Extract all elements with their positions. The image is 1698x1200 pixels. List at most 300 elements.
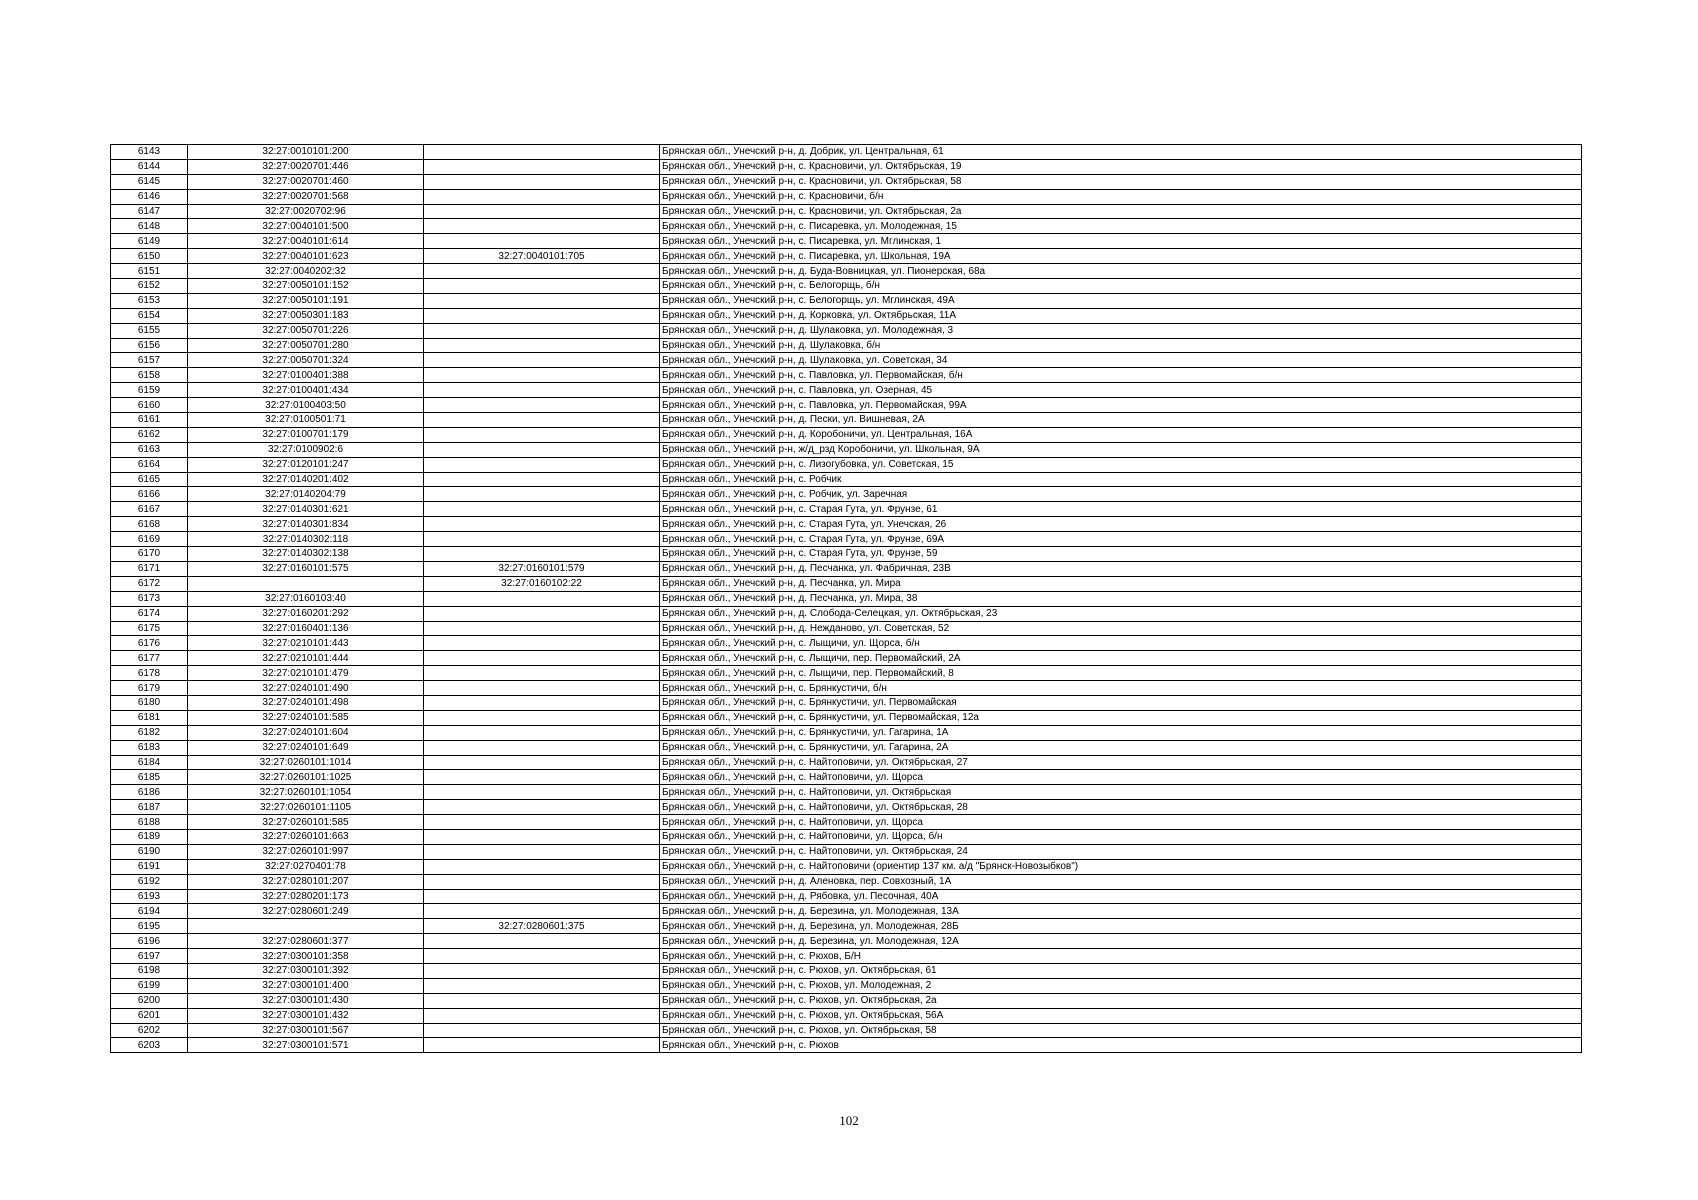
address-cell: Брянская обл., Унечский р-н, с. Павловка, ул. Озерная, 45 — [660, 383, 1582, 398]
address-cell: Брянская обл., Унечский р-н, ж/д_рзд Коробоничи, ул. Школьная, 9А — [660, 442, 1582, 457]
secondary-cadastral-number-cell — [424, 829, 660, 844]
row-number-cell: 6144 — [111, 159, 188, 174]
row-number-cell: 6154 — [111, 308, 188, 323]
secondary-cadastral-number-cell — [424, 308, 660, 323]
cadastral-number-cell — [188, 576, 424, 591]
cadastral-number-cell: 32:27:0120101:247 — [188, 457, 424, 472]
table-row — [111, 145, 1582, 160]
row-number-cell: 6178 — [111, 666, 188, 681]
table-row — [111, 934, 1582, 949]
secondary-cadastral-number-cell — [424, 740, 660, 755]
table-row — [111, 621, 1582, 636]
cadastral-number-cell: 32:27:0280601:377 — [188, 934, 424, 949]
row-number-cell: 6177 — [111, 651, 188, 666]
secondary-cadastral-number-cell: 32:27:0160101:579 — [424, 561, 660, 576]
secondary-cadastral-number-cell — [424, 442, 660, 457]
table-row — [111, 785, 1582, 800]
address-cell: Брянская обл., Унечский р-н, с. Брянкустичи, ул. Первомайская, 12а — [660, 710, 1582, 725]
table-row — [111, 472, 1582, 487]
row-number-cell: 6191 — [111, 859, 188, 874]
cadastral-number-cell: 32:27:0050101:191 — [188, 293, 424, 308]
row-number-cell: 6162 — [111, 427, 188, 442]
row-number-cell: 6181 — [111, 710, 188, 725]
table-row — [111, 502, 1582, 517]
row-number-cell: 6167 — [111, 502, 188, 517]
address-cell: Брянская обл., Унечский р-н, с. Лизогубовка, ул. Советская, 15 — [660, 457, 1582, 472]
secondary-cadastral-number-cell — [424, 725, 660, 740]
row-number-cell: 6171 — [111, 561, 188, 576]
row-number-cell: 6153 — [111, 293, 188, 308]
row-number-cell: 6186 — [111, 785, 188, 800]
cadastral-number-cell: 32:27:0140201:402 — [188, 472, 424, 487]
cadastral-number-cell: 32:27:0210101:444 — [188, 651, 424, 666]
address-cell: Брянская обл., Унечский р-н, с. Павловка, ул. Первомайская, 99А — [660, 398, 1582, 413]
secondary-cadastral-number-cell — [424, 323, 660, 338]
address-cell: Брянская обл., Унечский р-н, с. Рюхов, ул. Октябрьская, 56А — [660, 1008, 1582, 1023]
table-row — [111, 189, 1582, 204]
row-number-cell: 6180 — [111, 695, 188, 710]
cadastral-number-cell: 32:27:0270401:78 — [188, 859, 424, 874]
cadastral-number-cell: 32:27:0020701:460 — [188, 174, 424, 189]
cadastral-number-cell: 32:27:0100701:179 — [188, 427, 424, 442]
secondary-cadastral-number-cell — [424, 219, 660, 234]
secondary-cadastral-number-cell — [424, 904, 660, 919]
cadastral-number-cell: 32:27:0100501:71 — [188, 413, 424, 428]
cadastral-number-cell: 32:27:0020702:96 — [188, 204, 424, 219]
cadastral-number-cell: 32:27:0300101:358 — [188, 949, 424, 964]
table-row — [111, 323, 1582, 338]
table-row — [111, 204, 1582, 219]
secondary-cadastral-number-cell — [424, 293, 660, 308]
cadastral-number-cell — [188, 919, 424, 934]
table-row — [111, 308, 1582, 323]
address-cell: Брянская обл., Унечский р-н, с. Старая Гута, ул. Унечская, 26 — [660, 517, 1582, 532]
row-number-cell: 6182 — [111, 725, 188, 740]
row-number-cell: 6150 — [111, 249, 188, 264]
table-row — [111, 770, 1582, 785]
address-cell: Брянская обл., Унечский р-н, д. Березина, ул. Молодежная, 28Б — [660, 919, 1582, 934]
row-number-cell: 6166 — [111, 487, 188, 502]
secondary-cadastral-number-cell — [424, 1008, 660, 1023]
table-row — [111, 398, 1582, 413]
address-cell: Брянская обл., Унечский р-н, с. Найтоповичи, ул. Октябрьская, 28 — [660, 800, 1582, 815]
address-cell: Брянская обл., Унечский р-н, с. Брянкустичи, ул. Первомайская — [660, 695, 1582, 710]
row-number-cell: 6170 — [111, 547, 188, 562]
secondary-cadastral-number-cell — [424, 264, 660, 279]
secondary-cadastral-number-cell — [424, 174, 660, 189]
cadastral-number-cell: 32:27:0050701:324 — [188, 353, 424, 368]
table-row — [111, 219, 1582, 234]
address-cell: Брянская обл., Унечский р-н, с. Робчик — [660, 472, 1582, 487]
address-cell: Брянская обл., Унечский р-н, с. Лыщичи, пер. Первомайский, 8 — [660, 666, 1582, 681]
cadastral-number-cell: 32:27:0280601:249 — [188, 904, 424, 919]
table-row — [111, 889, 1582, 904]
secondary-cadastral-number-cell — [424, 383, 660, 398]
row-number-cell: 6155 — [111, 323, 188, 338]
address-cell: Брянская обл., Унечский р-н, с. Рюхов — [660, 1038, 1582, 1053]
table-row — [111, 561, 1582, 576]
address-cell: Брянская обл., Унечский р-н, с. Рюхов, Б/Н — [660, 949, 1582, 964]
secondary-cadastral-number-cell — [424, 695, 660, 710]
row-number-cell: 6161 — [111, 413, 188, 428]
table-row — [111, 904, 1582, 919]
table-row — [111, 815, 1582, 830]
secondary-cadastral-number-cell — [424, 189, 660, 204]
row-number-cell: 6158 — [111, 368, 188, 383]
secondary-cadastral-number-cell — [424, 874, 660, 889]
table-row — [111, 681, 1582, 696]
address-cell: Брянская обл., Унечский р-н, с. Робчик, ул. Заречная — [660, 487, 1582, 502]
address-cell: Брянская обл., Унечский р-н, д. Пески, ул. Вишневая, 2А — [660, 413, 1582, 428]
address-cell: Брянская обл., Унечский р-н, д. Шулаковка, б/н — [660, 338, 1582, 353]
row-number-cell: 6168 — [111, 517, 188, 532]
table-row — [111, 666, 1582, 681]
table-row — [111, 279, 1582, 294]
table-row — [111, 859, 1582, 874]
cadastral-number-cell: 32:27:0050701:280 — [188, 338, 424, 353]
address-cell: Брянская обл., Унечский р-н, д. Березина, ул. Молодежная, 12А — [660, 934, 1582, 949]
address-cell: Брянская обл., Унечский р-н, с. Белогорщь, ул. Мглинская, 49А — [660, 293, 1582, 308]
row-number-cell: 6143 — [111, 145, 188, 160]
row-number-cell: 6202 — [111, 1023, 188, 1038]
row-number-cell: 6183 — [111, 740, 188, 755]
address-cell: Брянская обл., Унечский р-н, д. Буда-Вовницкая, ул. Пионерская, 68а — [660, 264, 1582, 279]
secondary-cadastral-number-cell — [424, 785, 660, 800]
cadastral-number-cell: 32:27:0050301:183 — [188, 308, 424, 323]
row-number-cell: 6203 — [111, 1038, 188, 1053]
secondary-cadastral-number-cell — [424, 145, 660, 160]
secondary-cadastral-number-cell — [424, 204, 660, 219]
row-number-cell: 6198 — [111, 963, 188, 978]
row-number-cell: 6151 — [111, 264, 188, 279]
row-number-cell: 6146 — [111, 189, 188, 204]
address-cell: Брянская обл., Унечский р-н, с. Лыщичи, пер. Первомайский, 2А — [660, 651, 1582, 666]
cadastral-number-cell: 32:27:0210101:479 — [188, 666, 424, 681]
address-cell: Брянская обл., Унечский р-н, д. Слобода-Селецкая, ул. Октябрьская, 23 — [660, 606, 1582, 621]
table-row — [111, 576, 1582, 591]
row-number-cell: 6176 — [111, 636, 188, 651]
table-row — [111, 844, 1582, 859]
row-number-cell: 6165 — [111, 472, 188, 487]
address-cell: Брянская обл., Унечский р-н, д. Березина, ул. Молодежная, 13А — [660, 904, 1582, 919]
table-row — [111, 293, 1582, 308]
table-row — [111, 338, 1582, 353]
secondary-cadastral-number-cell — [424, 710, 660, 725]
cadastral-number-cell: 32:27:0140302:118 — [188, 532, 424, 547]
row-number-cell: 6199 — [111, 978, 188, 993]
cadastral-number-cell: 32:27:0050701:226 — [188, 323, 424, 338]
table-row — [111, 636, 1582, 651]
cadastral-number-cell: 32:27:0260101:1014 — [188, 755, 424, 770]
cadastral-number-cell: 32:27:0210101:443 — [188, 636, 424, 651]
row-number-cell: 6185 — [111, 770, 188, 785]
cadastral-number-cell: 32:27:0160201:292 — [188, 606, 424, 621]
address-cell: Брянская обл., Унечский р-н, с. Найтоповичи, ул. Щорса, б/н — [660, 829, 1582, 844]
cadastral-number-cell: 32:27:0260101:997 — [188, 844, 424, 859]
row-number-cell: 6152 — [111, 279, 188, 294]
secondary-cadastral-number-cell: 32:27:0040101:705 — [424, 249, 660, 264]
table-row — [111, 547, 1582, 562]
secondary-cadastral-number-cell — [424, 368, 660, 383]
secondary-cadastral-number-cell — [424, 427, 660, 442]
table-row — [111, 874, 1582, 889]
address-cell: Брянская обл., Унечский р-н, с. Павловка, ул. Первомайская, б/н — [660, 368, 1582, 383]
row-number-cell: 6174 — [111, 606, 188, 621]
table-row — [111, 234, 1582, 249]
table-row — [111, 740, 1582, 755]
secondary-cadastral-number-cell — [424, 651, 660, 666]
secondary-cadastral-number-cell — [424, 398, 660, 413]
cadastral-number-cell: 32:27:0300101:392 — [188, 963, 424, 978]
cadastral-number-cell: 32:27:0280201:173 — [188, 889, 424, 904]
row-number-cell: 6160 — [111, 398, 188, 413]
cadastral-number-cell: 32:27:0040101:500 — [188, 219, 424, 234]
address-cell: Брянская обл., Унечский р-н, д. Коробоничи, ул. Центральная, 16А — [660, 427, 1582, 442]
cadastral-number-cell: 32:27:0240101:490 — [188, 681, 424, 696]
cadastral-number-cell: 32:27:0300101:567 — [188, 1023, 424, 1038]
secondary-cadastral-number-cell — [424, 621, 660, 636]
row-number-cell: 6145 — [111, 174, 188, 189]
cadastral-number-cell: 32:27:0300101:430 — [188, 993, 424, 1008]
table-row — [111, 353, 1582, 368]
secondary-cadastral-number-cell — [424, 547, 660, 562]
address-cell: Брянская обл., Унечский р-н, с. Найтоповичи, ул. Октябрьская — [660, 785, 1582, 800]
row-number-cell: 6164 — [111, 457, 188, 472]
row-number-cell: 6184 — [111, 755, 188, 770]
row-number-cell: 6156 — [111, 338, 188, 353]
secondary-cadastral-number-cell — [424, 159, 660, 174]
address-cell: Брянская обл., Унечский р-н, д. Аленовка, пер. Совхозный, 1А — [660, 874, 1582, 889]
cadastral-number-cell: 32:27:0020701:446 — [188, 159, 424, 174]
address-cell: Брянская обл., Унечский р-н, д. Нежданово, ул. Советская, 52 — [660, 621, 1582, 636]
table-row — [111, 651, 1582, 666]
cadastral-number-cell: 32:27:0100401:388 — [188, 368, 424, 383]
address-cell: Брянская обл., Унечский р-н, с. Красновичи, ул. Октябрьская, 58 — [660, 174, 1582, 189]
address-cell: Брянская обл., Унечский р-н, с. Рюхов, ул. Октябрьская, 58 — [660, 1023, 1582, 1038]
address-cell: Брянская обл., Унечский р-н, с. Красновичи, ул. Октябрьская, 2а — [660, 204, 1582, 219]
address-cell: Брянская обл., Унечский р-н, с. Лыщичи, ул. Щорса, б/н — [660, 636, 1582, 651]
address-cell: Брянская обл., Унечский р-н, с. Найтоповичи, ул. Октябрьская, 24 — [660, 844, 1582, 859]
address-cell: Брянская обл., Унечский р-н, с. Брянкустичи, б/н — [660, 681, 1582, 696]
secondary-cadastral-number-cell — [424, 978, 660, 993]
table-row — [111, 1038, 1582, 1053]
address-cell: Брянская обл., Унечский р-н, д. Песчанка, ул. Мира — [660, 576, 1582, 591]
address-cell: Брянская обл., Унечский р-н, с. Рюхов, ул. Молодежная, 2 — [660, 978, 1582, 993]
secondary-cadastral-number-cell — [424, 755, 660, 770]
table-row — [111, 174, 1582, 189]
address-cell: Брянская обл., Унечский р-н, д. Корковка, ул. Октябрьская, 11А — [660, 308, 1582, 323]
cadastral-number-cell: 32:27:0240101:498 — [188, 695, 424, 710]
cadastral-number-cell: 32:27:0260101:1025 — [188, 770, 424, 785]
cadastral-number-cell: 32:27:0040202:32 — [188, 264, 424, 279]
row-number-cell: 6193 — [111, 889, 188, 904]
cadastral-number-cell: 32:27:0140301:834 — [188, 517, 424, 532]
cadastral-number-cell: 32:27:0260101:663 — [188, 829, 424, 844]
cadastral-number-cell: 32:27:0040101:614 — [188, 234, 424, 249]
address-cell: Брянская обл., Унечский р-н, д. Рябовка, ул. Песочная, 40А — [660, 889, 1582, 904]
page-number: 102 — [839, 1113, 859, 1128]
row-number-cell: 6195 — [111, 919, 188, 934]
address-cell: Брянская обл., Унечский р-н, д. Песчанка, ул. Мира, 38 — [660, 591, 1582, 606]
cadastral-number-cell: 32:27:0140204:79 — [188, 487, 424, 502]
address-cell: Брянская обл., Унечский р-н, с. Старая Гута, ул. Фрунзе, 61 — [660, 502, 1582, 517]
row-number-cell: 6159 — [111, 383, 188, 398]
address-cell: Брянская обл., Унечский р-н, с. Старая Гута, ул. Фрунзе, 69А — [660, 532, 1582, 547]
secondary-cadastral-number-cell — [424, 457, 660, 472]
secondary-cadastral-number-cell — [424, 889, 660, 904]
table-row — [111, 978, 1582, 993]
row-number-cell: 6189 — [111, 829, 188, 844]
table-row — [111, 532, 1582, 547]
table-row — [111, 710, 1582, 725]
cadastral-number-cell: 32:27:0140301:621 — [188, 502, 424, 517]
cadastral-number-cell: 32:27:0240101:604 — [188, 725, 424, 740]
secondary-cadastral-number-cell — [424, 353, 660, 368]
cadastral-number-cell: 32:27:0300101:571 — [188, 1038, 424, 1053]
cadastral-number-cell: 32:27:0240101:649 — [188, 740, 424, 755]
table-row — [111, 919, 1582, 934]
row-number-cell: 6148 — [111, 219, 188, 234]
secondary-cadastral-number-cell — [424, 963, 660, 978]
cadastral-number-cell: 32:27:0260101:1105 — [188, 800, 424, 815]
secondary-cadastral-number-cell — [424, 502, 660, 517]
cadastral-number-cell: 32:27:0240101:585 — [188, 710, 424, 725]
address-cell: Брянская обл., Унечский р-н, с. Рюхов, ул. Октябрьская, 61 — [660, 963, 1582, 978]
table-row — [111, 427, 1582, 442]
secondary-cadastral-number-cell: 32:27:0280601:375 — [424, 919, 660, 934]
table-row — [111, 442, 1582, 457]
cadastral-number-cell: 32:27:0010101:200 — [188, 145, 424, 160]
table-row — [111, 993, 1582, 1008]
cadastral-number-cell: 32:27:0160101:575 — [188, 561, 424, 576]
row-number-cell: 6200 — [111, 993, 188, 1008]
cadastral-number-cell: 32:27:0100902:6 — [188, 442, 424, 457]
row-number-cell: 6192 — [111, 874, 188, 889]
row-number-cell: 6194 — [111, 904, 188, 919]
secondary-cadastral-number-cell — [424, 859, 660, 874]
address-cell: Брянская обл., Унечский р-н, с. Писаревка, ул. Молодежная, 15 — [660, 219, 1582, 234]
cadastral-number-cell: 32:27:0100401:434 — [188, 383, 424, 398]
secondary-cadastral-number-cell — [424, 1023, 660, 1038]
row-number-cell: 6190 — [111, 844, 188, 859]
table-row — [111, 487, 1582, 502]
address-cell: Брянская обл., Унечский р-н, с. Белогорщь, б/н — [660, 279, 1582, 294]
secondary-cadastral-number-cell — [424, 279, 660, 294]
secondary-cadastral-number-cell — [424, 413, 660, 428]
row-number-cell: 6175 — [111, 621, 188, 636]
table-row — [111, 264, 1582, 279]
secondary-cadastral-number-cell — [424, 844, 660, 859]
address-cell: Брянская обл., Унечский р-н, д. Добрик, ул. Центральная, 61 — [660, 145, 1582, 160]
secondary-cadastral-number-cell — [424, 949, 660, 964]
row-number-cell: 6169 — [111, 532, 188, 547]
address-cell: Брянская обл., Унечский р-н, д. Шулаковка, ул. Молодежная, 3 — [660, 323, 1582, 338]
table-row — [111, 725, 1582, 740]
secondary-cadastral-number-cell — [424, 1038, 660, 1053]
secondary-cadastral-number-cell — [424, 934, 660, 949]
table-row — [111, 800, 1582, 815]
address-cell: Брянская обл., Унечский р-н, с. Рюхов, ул. Октябрьская, 2а — [660, 993, 1582, 1008]
row-number-cell: 6149 — [111, 234, 188, 249]
table-row — [111, 383, 1582, 398]
row-number-cell: 6196 — [111, 934, 188, 949]
row-number-cell: 6188 — [111, 815, 188, 830]
cadastral-number-cell: 32:27:0160103:40 — [188, 591, 424, 606]
cadastral-number-cell: 32:27:0160401:136 — [188, 621, 424, 636]
address-cell: Брянская обл., Унечский р-н, д. Шулаковка, ул. Советская, 34 — [660, 353, 1582, 368]
cadastral-number-cell: 32:27:0260101:585 — [188, 815, 424, 830]
cadastral-number-cell: 32:27:0300101:400 — [188, 978, 424, 993]
cadastral-number-cell: 32:27:0280101:207 — [188, 874, 424, 889]
address-cell: Брянская обл., Унечский р-н, с. Найтоповичи, ул. Октябрьская, 27 — [660, 755, 1582, 770]
table-row — [111, 755, 1582, 770]
secondary-cadastral-number-cell — [424, 800, 660, 815]
table-row — [111, 457, 1582, 472]
secondary-cadastral-number-cell — [424, 815, 660, 830]
table-row — [111, 1008, 1582, 1023]
cadastral-number-cell: 32:27:0140302:138 — [188, 547, 424, 562]
address-cell: Брянская обл., Унечский р-н, с. Найтоповичи, ул. Щорса — [660, 815, 1582, 830]
cadastral-number-cell: 32:27:0300101:432 — [188, 1008, 424, 1023]
table-row — [111, 949, 1582, 964]
secondary-cadastral-number-cell — [424, 681, 660, 696]
table-row — [111, 695, 1582, 710]
secondary-cadastral-number-cell — [424, 770, 660, 785]
address-cell: Брянская обл., Унечский р-н, с. Красновичи, ул. Октябрьская, 19 — [660, 159, 1582, 174]
table-row — [111, 1023, 1582, 1038]
address-cell: Брянская обл., Унечский р-н, с. Брянкустичи, ул. Гагарина, 1А — [660, 725, 1582, 740]
secondary-cadastral-number-cell — [424, 636, 660, 651]
address-cell: Брянская обл., Унечский р-н, с. Красновичи, б/н — [660, 189, 1582, 204]
row-number-cell: 6163 — [111, 442, 188, 457]
row-number-cell: 6187 — [111, 800, 188, 815]
cadastral-number-cell: 32:27:0020701:568 — [188, 189, 424, 204]
table-row — [111, 606, 1582, 621]
table-row — [111, 368, 1582, 383]
row-number-cell: 6173 — [111, 591, 188, 606]
address-cell: Брянская обл., Унечский р-н, д. Песчанка, ул. Фабричная, 23В — [660, 561, 1582, 576]
address-cell: Брянская обл., Унечский р-н, с. Старая Гута, ул. Фрунзе, 59 — [660, 547, 1582, 562]
secondary-cadastral-number-cell — [424, 591, 660, 606]
table-row — [111, 159, 1582, 174]
address-cell: Брянская обл., Унечский р-н, с. Найтоповичи, ул. Щорса — [660, 770, 1582, 785]
secondary-cadastral-number-cell: 32:27:0160102:22 — [424, 576, 660, 591]
row-number-cell: 6179 — [111, 681, 188, 696]
secondary-cadastral-number-cell — [424, 472, 660, 487]
secondary-cadastral-number-cell — [424, 234, 660, 249]
row-number-cell: 6172 — [111, 576, 188, 591]
table-body — [111, 145, 1582, 1053]
property-table — [110, 144, 1582, 1053]
table-row — [111, 249, 1582, 264]
secondary-cadastral-number-cell — [424, 517, 660, 532]
table-row — [111, 829, 1582, 844]
address-cell: Брянская обл., Унечский р-н, с. Найтоповичи (ориентир 137 км. а/д "Брянск-Новозыбков") — [660, 859, 1582, 874]
address-cell: Брянская обл., Унечский р-н, с. Писаревка, ул. Школьная, 19А — [660, 249, 1582, 264]
secondary-cadastral-number-cell — [424, 606, 660, 621]
table-row — [111, 517, 1582, 532]
row-number-cell: 6147 — [111, 204, 188, 219]
cadastral-number-cell: 32:27:0040101:623 — [188, 249, 424, 264]
secondary-cadastral-number-cell — [424, 532, 660, 547]
secondary-cadastral-number-cell — [424, 666, 660, 681]
table-row — [111, 591, 1582, 606]
cadastral-number-cell: 32:27:0260101:1054 — [188, 785, 424, 800]
secondary-cadastral-number-cell — [424, 338, 660, 353]
cadastral-number-cell: 32:27:0050101:152 — [188, 279, 424, 294]
address-cell: Брянская обл., Унечский р-н, с. Писаревка, ул. Мглинская, 1 — [660, 234, 1582, 249]
secondary-cadastral-number-cell — [424, 487, 660, 502]
